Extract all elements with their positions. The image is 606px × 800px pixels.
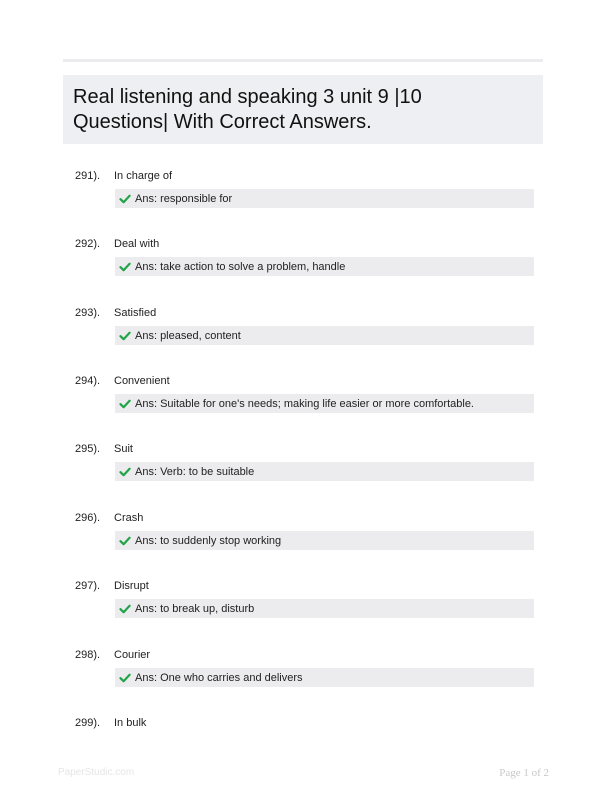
- checkmark-icon: [119, 193, 131, 205]
- checkmark-icon: [119, 261, 131, 273]
- answer-text: Ans: pleased, content: [135, 329, 241, 342]
- answer-box: [115, 189, 534, 208]
- checkmark-icon: [119, 466, 131, 478]
- answer-text: Ans: take action to solve a problem, handle: [135, 260, 346, 273]
- answer-text: Ans: responsible for: [135, 192, 233, 205]
- footer-watermark: PaperStudic.com: [58, 767, 135, 778]
- question-number: 293).: [75, 307, 101, 319]
- question-number: 295).: [75, 443, 101, 455]
- question-number: 296).: [75, 512, 101, 524]
- title-line-1: Real listening and speaking 3 unit 9 |10: [73, 86, 422, 108]
- question-text: In charge of: [114, 170, 173, 182]
- page-indicator: Page 1 of 2: [499, 767, 549, 779]
- checkmark-icon: [119, 398, 131, 410]
- question-text: In bulk: [114, 717, 147, 729]
- answer-box: [115, 531, 534, 550]
- checkmark-icon: [119, 330, 131, 342]
- answer-box: [115, 462, 534, 481]
- checkmark-icon: [119, 535, 131, 547]
- title-banner: [63, 75, 543, 144]
- answer-box: [115, 394, 534, 413]
- checkmark-icon: [119, 603, 131, 615]
- answer-box: [115, 326, 534, 345]
- question-number: 299).: [75, 717, 101, 729]
- question-text: Deal with: [114, 238, 160, 250]
- top-divider: [63, 59, 543, 62]
- question-number: 292).: [75, 238, 101, 250]
- question-text: Crash: [114, 512, 144, 524]
- question-number: 294).: [75, 375, 101, 387]
- answer-text: Ans: One who carries and delivers: [135, 671, 303, 684]
- answer-box: [115, 599, 534, 618]
- question-text: Satisfied: [114, 307, 157, 319]
- answer-text: Ans: Suitable for one's needs; making life easier or more comfortable.: [135, 397, 474, 410]
- question-text: Convenient: [114, 375, 170, 387]
- question-text: Disrupt: [114, 580, 149, 592]
- question-number: 297).: [75, 580, 101, 592]
- question-text: Suit: [114, 443, 133, 455]
- answer-text: Ans: Verb: to be suitable: [135, 465, 255, 478]
- question-number: 291).: [75, 170, 101, 182]
- question-number: 298).: [75, 649, 101, 661]
- answer-text: Ans: to suddenly stop working: [135, 534, 282, 547]
- answer-box: [115, 668, 534, 687]
- title-line-2: Questions| With Correct Answers.: [73, 111, 372, 133]
- question-text: Courier: [114, 649, 151, 661]
- answer-box: [115, 257, 534, 276]
- answer-text: Ans: to break up, disturb: [135, 602, 255, 615]
- checkmark-icon: [119, 672, 131, 684]
- document-title: [73, 85, 533, 135]
